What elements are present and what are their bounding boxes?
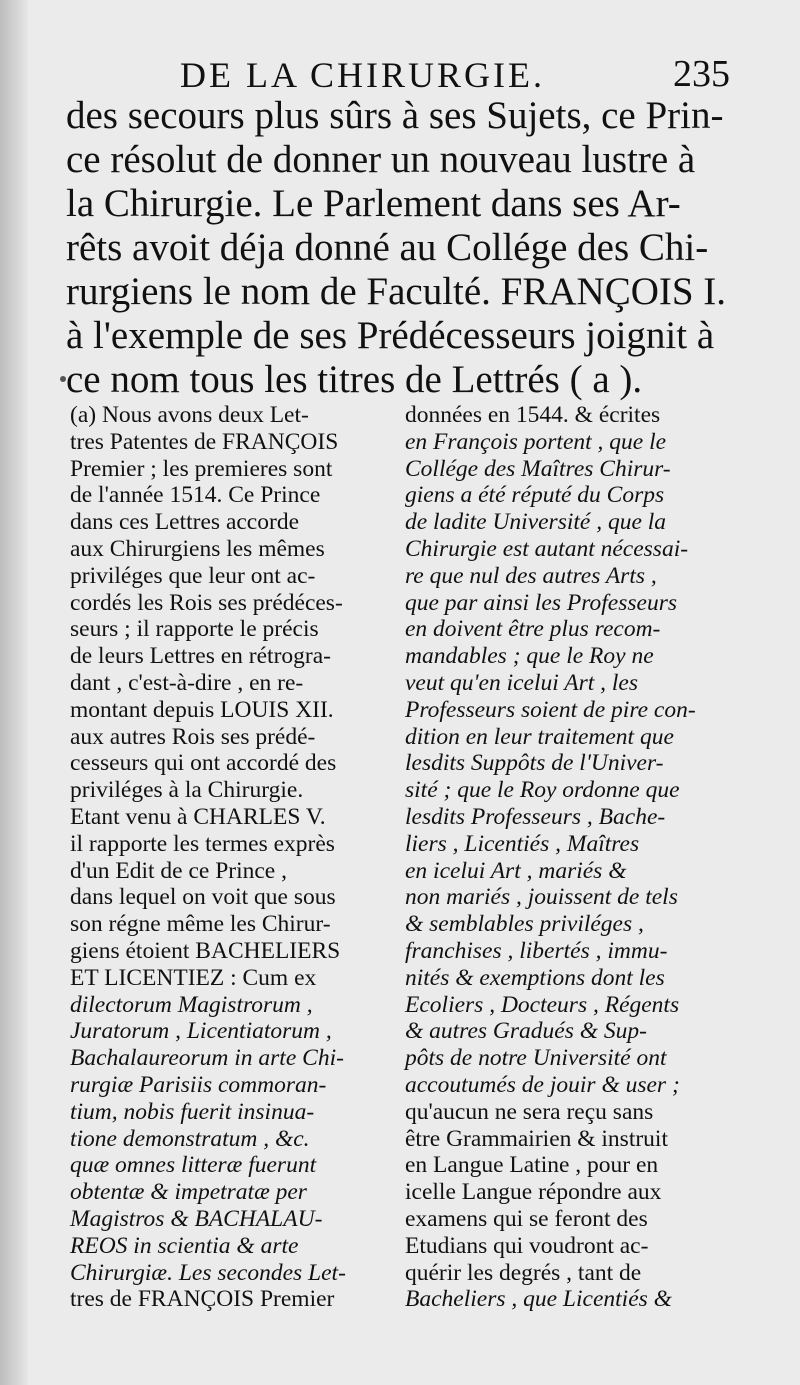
footnote-line: tres de FRANÇOIS Premier — [70, 1286, 335, 1313]
footnote-line: tres Patentes de FRANÇOIS — [70, 428, 339, 455]
footnote-line: sité ; que le Roy ordonne que — [405, 777, 680, 804]
body-line: rêts avoit déja donné au Collége des Chi- — [66, 226, 709, 269]
footnote-line: examens qui se feront des — [405, 1205, 648, 1232]
footnote-line: Magistros & BACHALAU- — [70, 1205, 323, 1232]
footnote-line: pôts de notre Université ont — [405, 1045, 667, 1072]
footnote-line: obtentæ & impetratæ per — [70, 1179, 307, 1206]
footnote-line: non mariés , jouissent de tels — [405, 884, 678, 911]
footnote-line: dition en leur traitement que — [405, 723, 674, 750]
page-header — [170, 52, 730, 96]
footnote-line: cordés les Rois ses prédéces- — [70, 589, 343, 616]
footnote-line: & semblables priviléges , — [405, 911, 644, 938]
footnote-line: tium, nobis fuerit insinua- — [70, 1098, 315, 1125]
footnote-line: Chirurgiæ. Les secondes Let- — [70, 1259, 346, 1286]
footnote-line: en icelui Art , mariés & — [405, 857, 627, 884]
footnote-line: Etudians qui voudront ac- — [405, 1232, 649, 1259]
footnote-line: Ecoliers , Docteurs , Régents — [405, 991, 680, 1018]
footnote-line: de l'année 1514. Ce Prince — [70, 482, 321, 509]
footnote-line: (a) Nous avons deux Let- — [70, 402, 309, 428]
body-line: ce nom tous les titres de Lettrés ( a ). — [66, 358, 643, 401]
footnote-line: de ladite Université , que la — [405, 509, 667, 536]
footnote-line: Chirurgie est autant nécessai- — [405, 535, 689, 562]
footnote-line: lesdits Suppôts de l'Univer- — [405, 750, 664, 777]
footnote-line: qu'aucun ne sera reçu sans — [405, 1098, 654, 1125]
footnote-line: icelle Langue répondre aux — [405, 1179, 662, 1206]
footnote-line: priviléges à la Chirurgie. — [70, 777, 304, 804]
footnote-line: quérir les degrés , tant de — [405, 1259, 642, 1286]
footnote-line: REOS in scientia & arte — [70, 1232, 299, 1259]
footnote-line: giens étoient BACHELIERS — [70, 937, 341, 964]
footnote-line: accoutumés de jouir & user ; — [405, 1071, 680, 1098]
footnote-line: en doivent être plus recom- — [405, 616, 661, 643]
page-gutter-shadow — [0, 0, 28, 1385]
footnote-line: dant , c'est-à-dire , en re- — [70, 669, 304, 696]
footnote-line: être Grammairien & instruit — [405, 1125, 668, 1152]
footnote-line: franchises , libertés , immu- — [405, 937, 668, 964]
footnote-line: giens a été réputé du Corps — [405, 482, 665, 509]
body-line: la Chirurgie. Le Parlement dans ses Ar- — [66, 182, 681, 225]
footnote-right-column — [405, 402, 735, 1313]
footnote-line: tione demonstratum , &c. — [70, 1125, 310, 1152]
footnote-line: lesdits Professeurs , Bache- — [405, 803, 666, 830]
footnote-line: d'un Edit de ce Prince , — [70, 857, 287, 884]
footnote-line: de leurs Lettres en rétrogra- — [70, 643, 331, 670]
footnote-line: dilectorum Magistrorum , — [70, 991, 313, 1018]
footnote-line: en François portent , que le — [405, 428, 667, 455]
footnote-line: aux autres Rois ses prédé- — [70, 723, 316, 750]
body-line: à l'exemple de ses Prédécesseurs joignit à — [66, 314, 715, 357]
footnote-line: mandables ; que le Roy ne — [405, 643, 654, 670]
footnote-line: veut qu'en icelui Art , les — [405, 669, 639, 696]
main-paragraph — [66, 94, 736, 402]
footnote-line: dans lequel on voit que sous — [70, 884, 336, 911]
footnote-line: & autres Gradués & Sup- — [405, 1018, 647, 1045]
footnote-line: dans ces Lettres accorde — [70, 509, 299, 536]
footnote-line: aux Chirurgiens les mêmes — [70, 535, 325, 562]
footnote-line: Premier ; les premieres sont — [70, 455, 333, 482]
running-title: DE LA CHIRURGIE. — [180, 55, 545, 95]
footnote-line: Collége des Maîtres Chirur- — [405, 455, 671, 482]
footnote-line: son régne même les Chirur- — [70, 911, 331, 938]
footnote-line: cesseurs qui ont accordé des — [70, 750, 337, 777]
body-line: des secours plus sûrs à ses Sujets, ce Prin- — [66, 94, 724, 137]
footnote-line: liers , Licentiés , Maîtres — [405, 830, 640, 857]
footnote-line: données en 1544. & écrites — [405, 402, 661, 428]
body-line: rurgiens le nom de Faculté. FRANÇOIS I. — [66, 270, 727, 313]
footnote-line: Juratorum , Licentiatorum , — [70, 1018, 332, 1045]
footnote-left-column — [70, 402, 385, 1313]
footnote-line: Bacheliers , que Licentiés & — [405, 1286, 672, 1313]
footnote-line: re que nul des autres Arts , — [405, 562, 657, 589]
footnote-line: seurs ; il rapporte le précis — [70, 616, 319, 643]
footnote-line: nités & exemptions dont les — [405, 964, 665, 991]
page-number: 235 — [673, 53, 730, 95]
body-line: ce résolut de donner un nouveau lustre à — [66, 138, 696, 181]
footnote-line: priviléges que leur ont ac- — [70, 562, 316, 589]
footnote-line: que par ainsi les Professeurs — [405, 589, 677, 616]
footnote-line: quæ omnes litteræ fuerunt — [70, 1152, 317, 1179]
footnote-line: ET LICENTIEZ : Cum ex — [70, 964, 317, 991]
footnote-line: en Langue Latine , pour en — [405, 1152, 659, 1179]
footnote-line: Bachalaureorum in arte Chi- — [70, 1045, 344, 1072]
footnote-line: rurgiæ Parisiis commoran- — [70, 1071, 327, 1098]
footnote-line: il rapporte les termes exprès — [70, 830, 335, 857]
footnote-line: montant depuis LOUIS XII. — [70, 696, 334, 723]
footnote-line: Etant venu à CHARLES V. — [70, 803, 326, 830]
footnote-line: Professeurs soient de pire con- — [405, 696, 696, 723]
